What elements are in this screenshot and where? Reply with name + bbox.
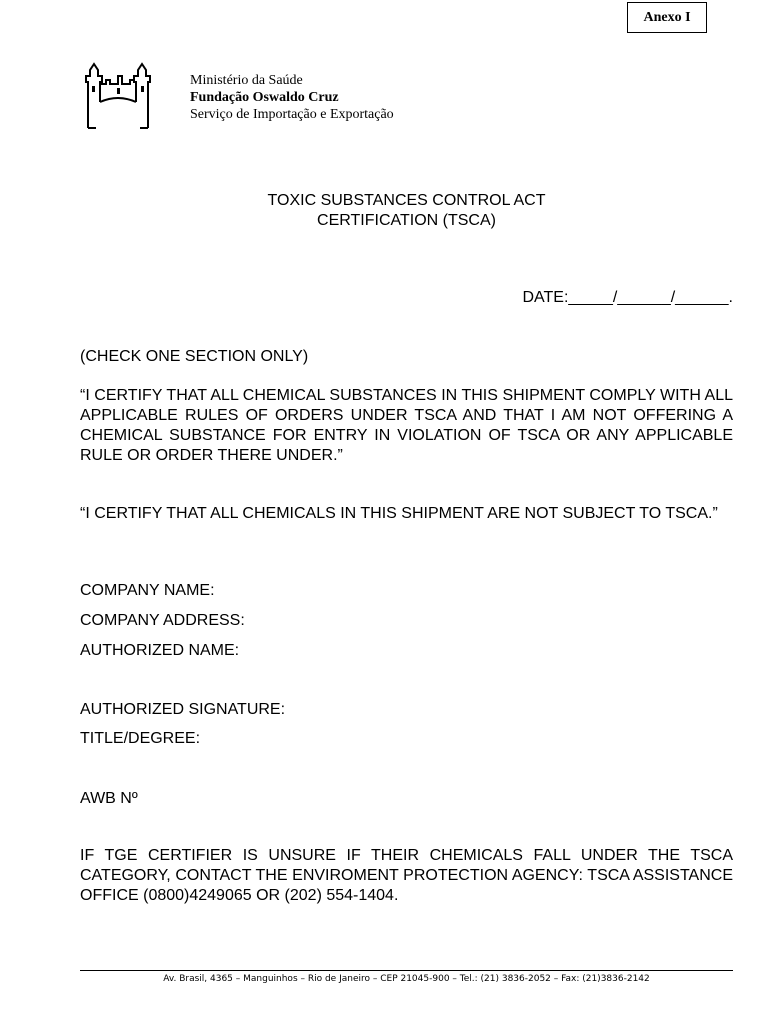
authorized-signature-field: AUTHORIZED SIGNATURE:: [80, 701, 286, 718]
document-title: [80, 191, 733, 231]
fiocruz-castle-logo: [82, 62, 154, 130]
company-name-field: COMPANY NAME:: [80, 582, 215, 599]
title-line-1: TOXIC SUBSTANCES CONTROL ACT: [267, 192, 546, 209]
footer-divider: [80, 970, 733, 971]
footer-address: Av. Brasil, 4365 – Manguinhos – Rio de Janeiro – CEP 21045-900 – Tel.: (21) 3836-2052 – Fax: (21)3836-2142: [163, 974, 650, 984]
awb-number-field: AWB Nº: [80, 790, 138, 807]
institution-header: [190, 72, 394, 123]
foundation-name: Fundação Oswaldo Cruz: [190, 90, 339, 105]
company-address-field: COMPANY ADDRESS:: [80, 612, 245, 629]
certification-statement-2: “I CERTIFY THAT ALL CHEMICALS IN THIS SHIPMENT ARE NOT SUBJECT TO TSCA.”: [80, 505, 718, 522]
service-name: Serviço de Importação e Exportação: [190, 107, 394, 122]
annex-label: Anexo I: [627, 2, 707, 33]
ministry-name: Ministério da Saúde: [190, 73, 303, 88]
instruction-text: (CHECK ONE SECTION ONLY): [80, 348, 309, 365]
title-line-2: CERTIFICATION (TSCA): [317, 212, 496, 229]
date-line: DATE:_____/______/______.: [522, 289, 733, 306]
certification-statement-1: “I CERTIFY THAT ALL CHEMICAL SUBSTANCES IN THIS SHIPMENT COMPLY WITH ALL APPLICABLE RULES OF ORDERS UNDER TSCA AND THAT I AM NOT OFFERING A CHEMICAL SUBSTANCE FOR ENTRY IN VIOLATION OF TSCA OR ANY APPLICABLE RULE OR ORDER THERE UNDER.”: [80, 387, 733, 464]
tsca-contact-notice: IF TGE CERTIFIER IS UNSURE IF THEIR CHEMICALS FALL UNDER THE TSCA CATEGORY, CONTACT THE ENVIROMENT PROTECTION AGENCY: TSCA ASSISTANCE OFFICE (0800)4249065 OR (202) 554-1404.: [80, 847, 733, 904]
title-degree-field: TITLE/DEGREE:: [80, 730, 201, 747]
authorized-name-field: AUTHORIZED NAME:: [80, 642, 240, 659]
